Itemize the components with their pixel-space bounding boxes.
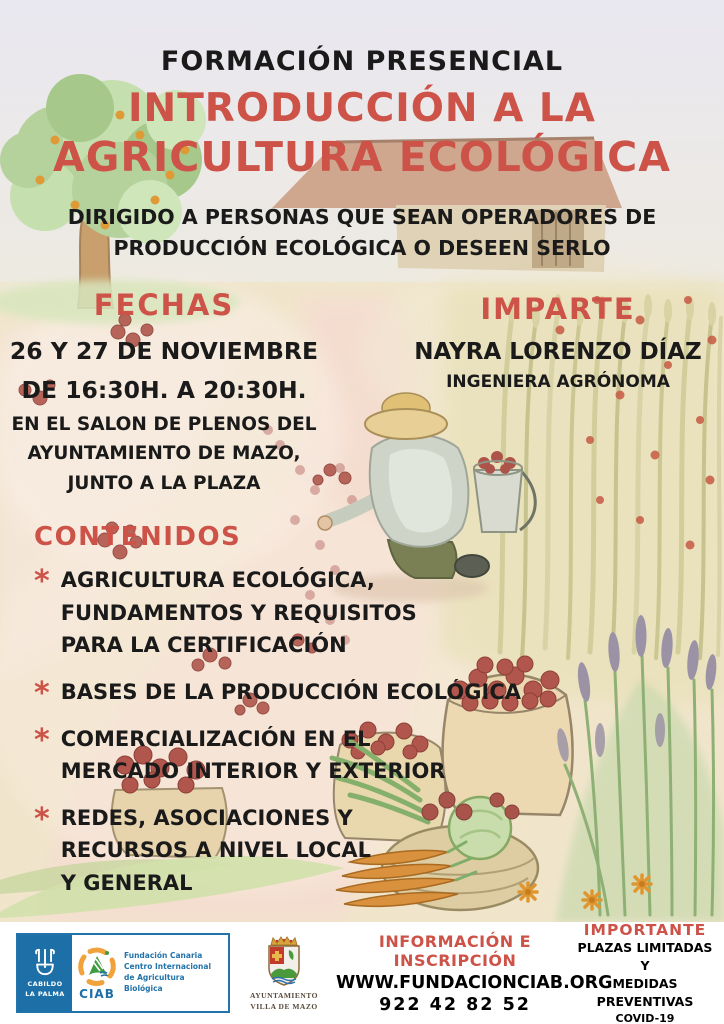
item4-line1: REDES, ASOCIACIONES Y <box>60 805 353 830</box>
cabildo-label: CABILDO LA PALMA <box>25 980 65 998</box>
item1-line1: AGRICULTURA ECOLÓGICA, <box>60 568 375 592</box>
instructor-role: INGENIERA AGRÓNOMA <box>446 372 670 392</box>
section-contenidos <box>34 522 526 913</box>
importante-line2: MEDIDAS PREVENTIVAS <box>596 976 694 1010</box>
item2-line1: BASES DE LA PRODUCCIÓN ECOLÓGICA <box>60 679 521 704</box>
asterisk-bullet-icon: * <box>34 801 50 837</box>
ciab-logo-icon <box>76 946 118 988</box>
importante-heading: IMPORTANTE <box>583 920 707 939</box>
fechas-heading: FECHAS <box>93 288 235 322</box>
fechas-venue-line2: AYUNTAMIENTO DE MAZO, <box>27 443 301 465</box>
contenidos-item <box>34 564 526 662</box>
item1-line3: PARA LA CERTIFICACIÓN <box>60 633 347 658</box>
contenidos-item <box>34 676 526 709</box>
ciab-full-name: Fundación Canaria Centro Internacional de Agricultura Biológica <box>124 951 212 993</box>
audience-line1: DIRIGIDO A PERSONAS QUE SEAN OPERADORES DE <box>67 205 657 229</box>
asterisk-bullet-icon: * <box>34 722 50 758</box>
info-heading: INFORMACIÓN E INSCRIPCIÓN <box>378 931 532 970</box>
importante-covid: COVID-19 <box>615 1012 675 1024</box>
title-line2: AGRICULTURA ECOLÓGICA <box>53 132 671 181</box>
item1-line2: FUNDAMENTOS Y REQUISITOS <box>60 600 417 625</box>
ciab-logo-area <box>72 935 228 1011</box>
contenidos-item <box>34 723 526 788</box>
contact-info <box>336 931 613 1015</box>
title-line1: INTRODUCCIÓN A LA <box>128 86 596 131</box>
poster-title <box>0 86 724 182</box>
item3-line2: MERCADO INTERIOR Y EXTERIOR <box>60 759 446 784</box>
asterisk-bullet-icon: * <box>34 675 50 711</box>
imparte-heading: IMPARTE <box>480 292 636 326</box>
importante-line1: PLAZAS LIMITADAS Y <box>577 939 713 973</box>
website-url: WWW.FUNDACIONCIAB.ORG <box>336 972 613 993</box>
audience-line2: PRODUCCIÓN ECOLÓGICA O DESEEN SERLO <box>113 235 611 260</box>
footer-bar <box>0 922 724 1024</box>
section-fechas <box>6 288 322 498</box>
cabildo-ciab-logo-block <box>16 933 230 1013</box>
section-imparte <box>402 292 714 392</box>
fechas-hours: DE 16:30H. A 20:30H. <box>21 375 307 404</box>
ayuntamiento-label: AYUNTAMIENTO VILLA DE MAZO <box>250 990 318 1011</box>
pretitle: FORMACIÓN PRESENCIAL <box>160 46 564 77</box>
cabildo-la-palma-logo <box>18 935 72 1011</box>
item4-line3: Y GENERAL <box>60 870 193 895</box>
contenidos-item <box>34 802 526 900</box>
mazo-coat-of-arms-icon <box>261 934 307 988</box>
fechas-dates: 26 Y 27 DE NOVIEMBRE <box>9 337 319 365</box>
fechas-venue-line1: EN EL SALON DE PLENOS DEL <box>11 413 317 435</box>
ciab-acronym: CIAB <box>79 987 115 1001</box>
contenidos-heading: CONTENIDOS <box>34 522 242 552</box>
instructor-name: NAYRA LORENZO DÍAZ <box>414 339 702 365</box>
item4-line2: RECURSOS A NIVEL LOCAL <box>60 838 372 863</box>
villa-de-mazo-crest <box>238 934 330 1013</box>
asterisk-bullet-icon: * <box>34 564 50 599</box>
audience-statement <box>0 202 724 264</box>
item3-line1: COMERCIALIZACIÓN EN EL <box>60 726 371 751</box>
cabildo-emblem-icon <box>32 947 58 977</box>
important-notice <box>574 921 724 1024</box>
phone-number: 922 42 82 52 <box>379 994 531 1015</box>
fechas-venue-line3: JUNTO A LA PLAZA <box>67 472 261 494</box>
